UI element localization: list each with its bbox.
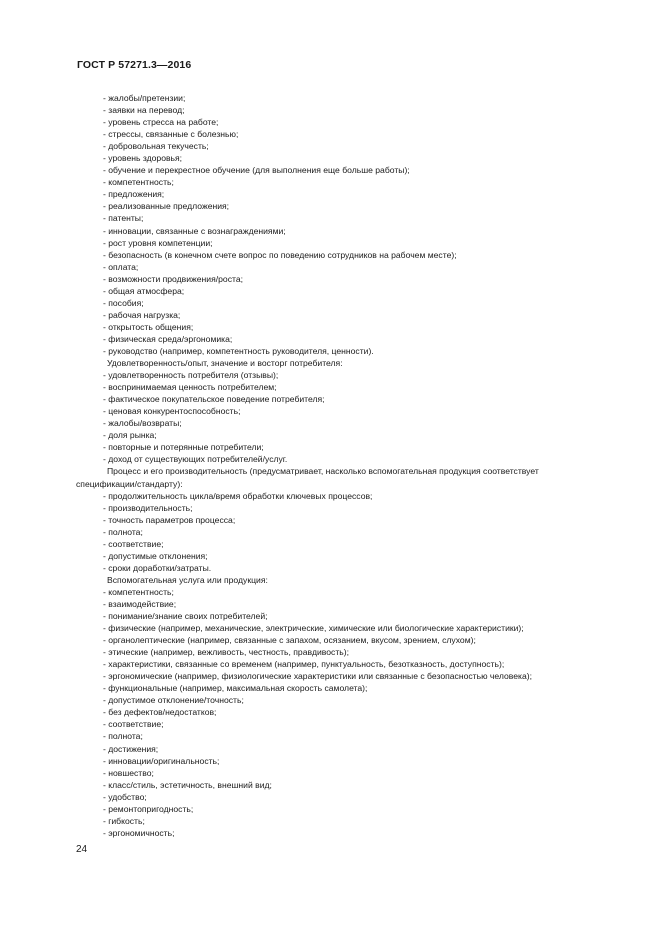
list-item: - допустимые отклонения; [93, 550, 603, 562]
list-item: - ремонтопригодность; [93, 803, 603, 815]
list-item: - уровень здоровья; [93, 152, 603, 164]
list-item: - соответствие; [93, 718, 603, 730]
heading-process-performance-line2: спецификации/стандарту): [76, 478, 183, 489]
list-item: - понимание/знание своих потребителей; [93, 610, 603, 622]
list-item: - рабочая нагрузка; [93, 309, 603, 321]
list-item: - компетентность; [93, 586, 603, 598]
list-item: - удовлетворенность потребителя (отзывы); [93, 369, 603, 381]
list-item: - инновации/оригинальность; [93, 755, 603, 767]
list-item: - повторные и потерянные потребители; [93, 441, 603, 453]
heading-support-service: Вспомогательная услуга или продукция: [107, 574, 268, 585]
list-item: - характеристики, связанные со временем (например, пунктуальность, безотказность, доступность); [93, 658, 603, 670]
list-item: - открытость общения; [93, 321, 603, 333]
list-item: - фактическое покупательское поведение потребителя; [93, 393, 603, 405]
heading-customer-satisfaction: Удовлетворенность/опыт, значение и восторг потребителя: [107, 358, 343, 369]
list-item: - доход от существующих потребителей/услуг. [93, 453, 603, 465]
list-item: - добровольная текучесть; [93, 140, 603, 152]
list-item: - возможности продвижения/роста; [93, 273, 603, 285]
list-item: - полнота; [93, 730, 603, 742]
list-item: - рост уровня компетенции; [93, 237, 603, 249]
list-item: - безопасность (в конечном счете вопрос по поведению сотрудников на рабочем месте); [93, 249, 603, 261]
list-item: - уровень стресса на работе; [93, 116, 603, 128]
list-item: - физическая среда/эргономика; [93, 333, 603, 345]
list-item: - допустимое отклонение/точность; [93, 694, 603, 706]
list-2 [93, 369, 603, 465]
list-item: - без дефектов/недостатков; [93, 706, 603, 718]
list-item: - взаимодействие; [93, 598, 603, 610]
list-item: - продолжительность цикла/время обработки ключевых процессов; [93, 490, 603, 502]
list-item: - жалобы/возвраты; [93, 417, 603, 429]
list-item: - физические (например, механические, электрические, химические или биологические характеристики); [93, 622, 603, 634]
list-item: - оплата; [93, 261, 603, 273]
list-item: - новшество; [93, 767, 603, 779]
list-item: - общая атмосфера; [93, 285, 603, 297]
list-item: - эргономичность; [93, 827, 603, 839]
list-item: - соответствие; [93, 538, 603, 550]
list-item: - удобство; [93, 791, 603, 803]
list-3 [93, 490, 603, 574]
list-item: - компетентность; [93, 176, 603, 188]
list-item: - достижения; [93, 743, 603, 755]
list-item: - полнота; [93, 526, 603, 538]
list-item: - воспринимаемая ценность потребителем; [93, 381, 603, 393]
list-item: - доля рынка; [93, 429, 603, 441]
list-item: - обучение и перекрестное обучение (для выполнения еще больше работы); [93, 164, 603, 176]
list-item: - патенты; [93, 212, 603, 224]
page-number: 24 [76, 844, 88, 855]
list-item: - инновации, связанные с вознаграждениями; [93, 225, 603, 237]
list-item: - класс/стиль, эстетичность, внешний вид; [93, 779, 603, 791]
list-item: - этические (например, вежливость, честность, правдивость); [93, 646, 603, 658]
list-item: - эргономические (например, физиологические характеристики или связанные с безопасностью человека); [93, 670, 603, 682]
list-item: - реализованные предложения; [93, 200, 603, 212]
list-1 [93, 92, 603, 357]
list-item: - стрессы, связанные с болезнью; [93, 128, 603, 140]
list-item: - ценовая конкурентоспособность; [93, 405, 603, 417]
list-item: - предложения; [93, 188, 603, 200]
heading-process-performance-line1: Процесс и его производительность (предусматривает, насколько вспомогательная продукция соответствует [107, 466, 539, 477]
list-item: - гибкость; [93, 815, 603, 827]
document-body [76, 92, 603, 839]
list-item: - пособия; [93, 297, 603, 309]
list-item: - точность параметров процесса; [93, 514, 603, 526]
list-item: - органолептические (например, связанные с запахом, осязанием, вкусом, зрением, слухом); [93, 634, 603, 646]
list-item: - функциональные (например, максимальная скорость самолета); [93, 682, 603, 694]
list-4 [93, 586, 603, 839]
document-header: ГОСТ Р 57271.3—2016 [77, 59, 192, 71]
list-item: - заявки на перевод; [93, 104, 603, 116]
list-item: - производительность; [93, 502, 603, 514]
list-item: - руководство (например, компетентность руководителя, ценности). [93, 345, 603, 357]
list-item: - жалобы/претензии; [93, 92, 603, 104]
list-item: - сроки доработки/затраты. [93, 562, 603, 574]
